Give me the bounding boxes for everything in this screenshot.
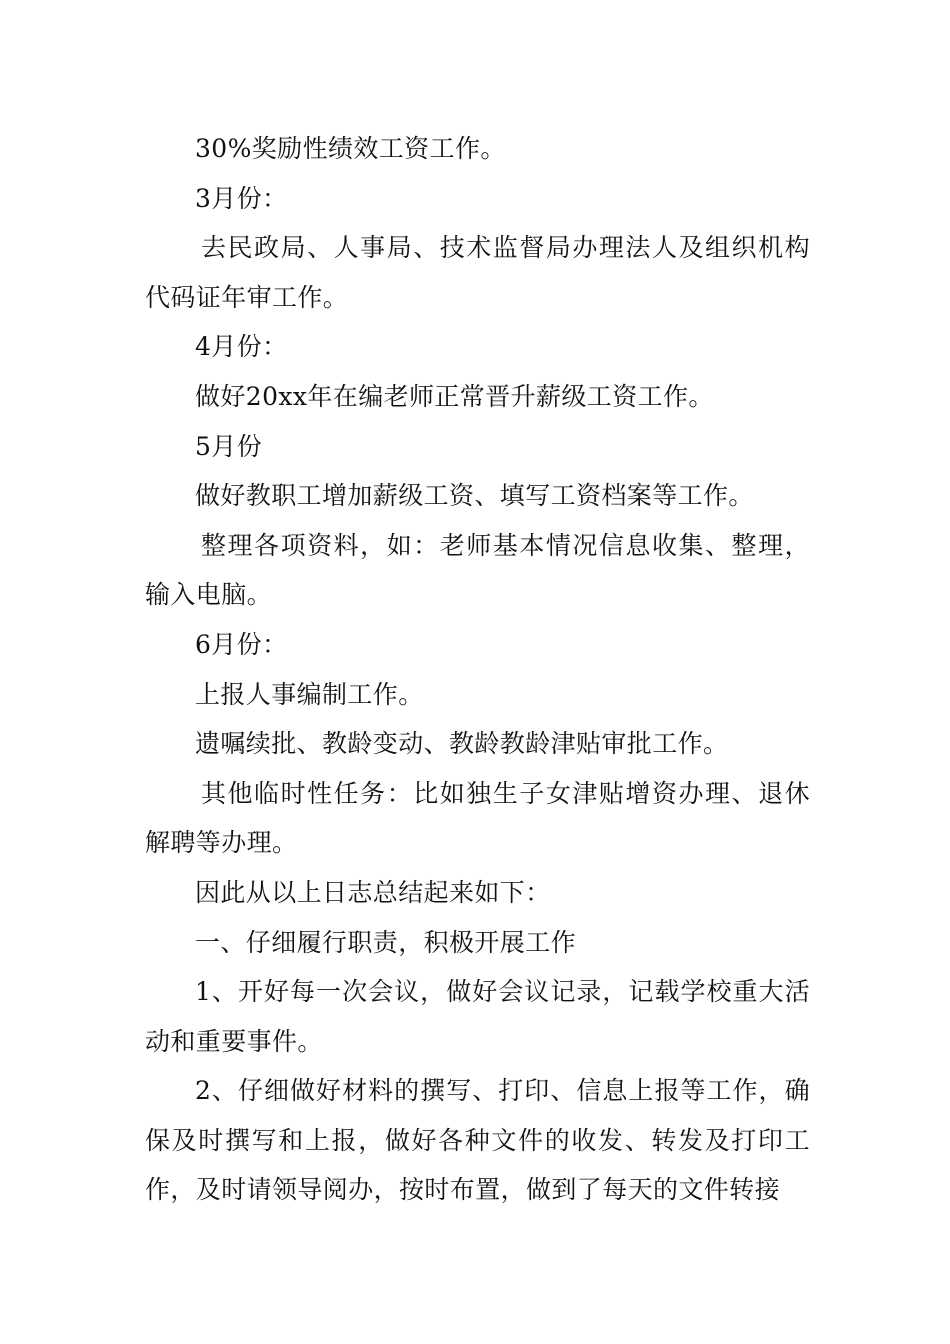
paragraph-june-approvals: 遗嘱续批、教龄变动、教龄教龄津贴审批工作。 [195,729,729,759]
document-body [145,124,810,1215]
paragraph-summary-intro: 因此从以上日志总结起来如下： [195,877,551,907]
paragraph-bonus-pay: 30%奖励性绩效工资工作。 [195,134,506,163]
paragraph-temporary-tasks: 其他临时性任务：比如独生子女津贴增资办理、退休解聘等办理。 [145,778,810,858]
paragraph-may-salary-files: 做好教职工增加薪级工资、填写工资档案等工作。 [195,481,754,511]
paragraph-may-data-organizing: 整理各项资料，如：老师基本情况信息收集、整理，输入电脑。 [145,530,810,610]
heading-march: 3月份： [195,183,288,213]
section-heading-duties: 一、仔细履行职责，积极开展工作 [195,927,577,957]
paragraph-june-staffing-report: 上报人事编制工作。 [195,679,424,709]
paragraph-item-meetings: 1、开好每一次会议，做好会议记录，记载学校重大活动和重要事件。 [145,977,810,1056]
paragraph-item-documents: 2、仔细做好材料的撰写、打印、信息上报等工作，确保及时撰写和上报，做好各种文件的收发、转发及打印工作，及时请领导阅办，按时布置，做到了每天的文件转接 [145,1076,810,1205]
paragraph-march-annual-review: 去民政局、人事局、技术监督局办理法人及组织机构代码证年审工作。 [145,233,810,312]
heading-may: 5月份 [195,431,263,461]
heading-june: 6月份： [195,629,288,659]
heading-april: 4月份： [195,332,288,362]
paragraph-april-salary-promotion: 做好20xx年在编老师正常晋升薪级工资工作。 [195,381,714,411]
